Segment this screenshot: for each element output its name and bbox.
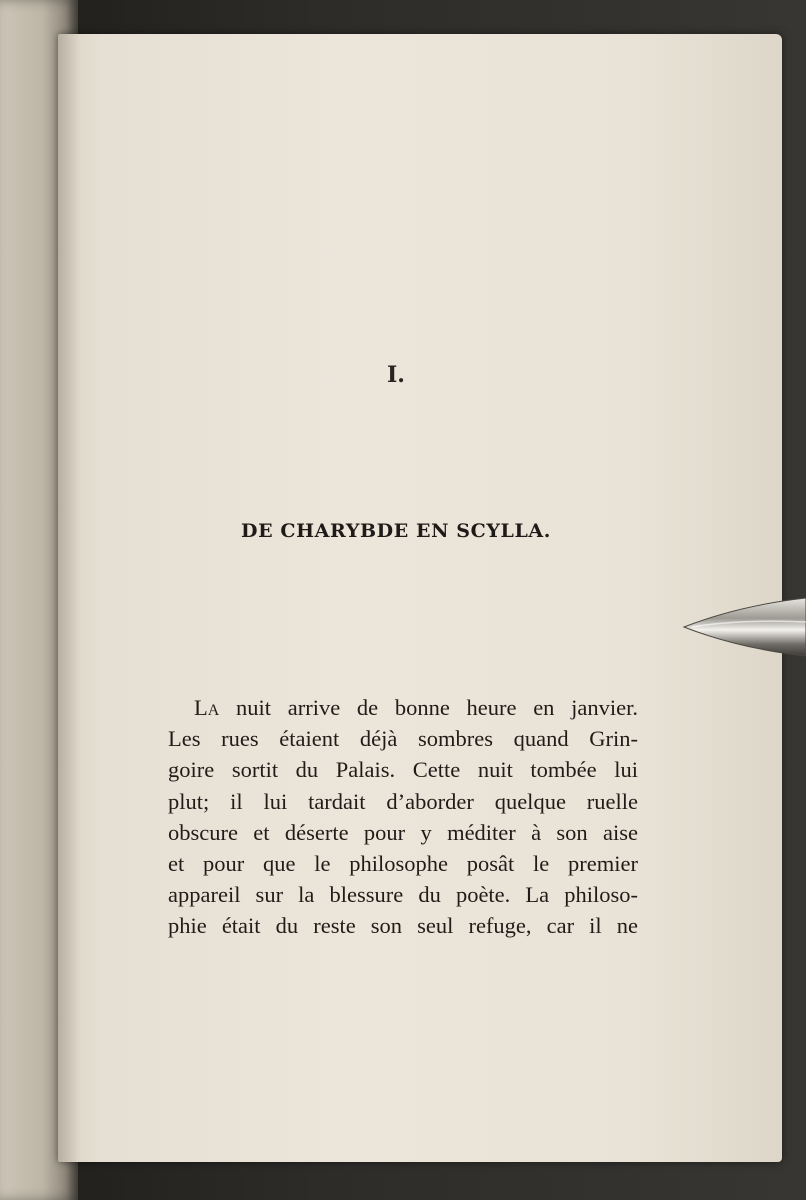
paragraph-line: et pour que le philosophe posât le premier: [168, 851, 638, 877]
paragraph-line: appareil sur la blessure du poète. La philoso-: [168, 882, 638, 908]
drop-lead-word: La: [194, 695, 220, 720]
paragraph-line: phie était du reste son seul refuge, car il ne: [168, 913, 638, 939]
chapter-number: I.: [387, 362, 405, 388]
metal-pointer-icon: [682, 594, 806, 660]
paragraph-line: Les rues étaient déjà sombres quand Grin-: [168, 726, 638, 752]
gutter-shadow: [58, 34, 80, 1162]
paragraph-line: [168, 692, 638, 723]
paragraph-line: obscure et déserte pour y méditer à son aise: [168, 819, 638, 845]
chapter-title: DE CHARYBDE EN SCYLLA.: [241, 520, 551, 542]
book-page: [58, 34, 782, 1162]
chapter-paragraph: [168, 692, 638, 942]
paragraph-line-text: nuit arrive de bonne heure en janvier.: [219, 695, 638, 720]
paragraph-line: plut; il lui tardait d’aborder quelque ruelle: [168, 788, 638, 814]
paragraph-line: goire sortit du Palais. Cette nuit tombée lui: [168, 757, 638, 783]
